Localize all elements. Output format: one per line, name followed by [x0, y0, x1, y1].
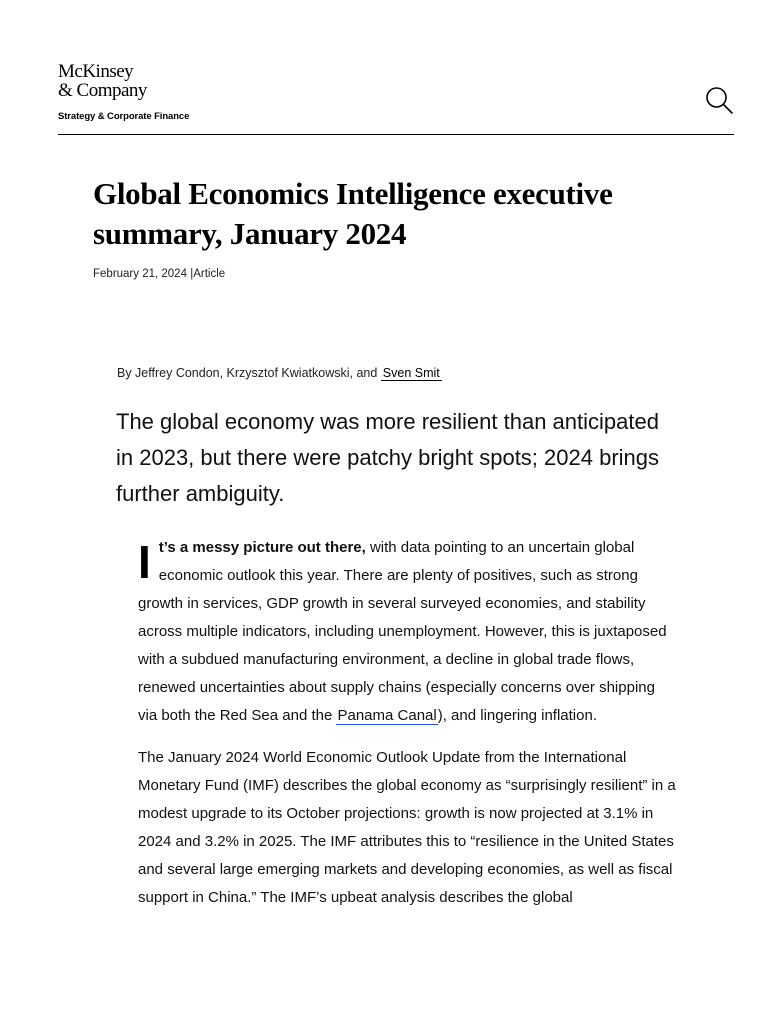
article-type: Article [193, 268, 226, 280]
paragraph-1-end: ), and lingering inflation. [437, 707, 597, 724]
lead-in: t’s a messy picture out there, [158, 539, 366, 556]
logo-line-1: McKinsey [58, 61, 134, 82]
meta-separator: | [190, 268, 194, 280]
author-link-sven-smit[interactable]: Sven Smit [382, 366, 440, 380]
article-title: Global Economics Intelligence executive summary, January 2024 [93, 176, 613, 251]
search-icon [704, 85, 734, 115]
section-link[interactable]: Strategy & Corporate Finance [58, 111, 190, 122]
mckinsey-logo[interactable] [58, 62, 147, 100]
panama-canal-link[interactable]: Panama Canal [337, 707, 437, 724]
article-meta [93, 268, 225, 280]
article-date: February 21, 2024 [93, 268, 187, 280]
article-body [138, 534, 678, 926]
byline-authors: By Jeffrey Condon, Krzysztof Kwiatkowski, and [117, 366, 378, 380]
site-header [58, 60, 734, 135]
article-deck: The global economy was more resilient than anticipated in 2023, but there were patchy bright spots; 2024 brings further ambiguity. [116, 409, 660, 506]
paragraph-1-text: with data pointing to an uncertain global economic outlook this year. There are plenty of positives, such as strong growth in services, GDP growth in several surveyed economies, and stability across multiple indicators, including unemployment. However, this is juxtaposed with a subdued manufacturing environment, a decline in global trade flows, renewed uncertainties about supply chains (especially concerns over shipping via both the Red Sea and the [138, 539, 667, 724]
search-button[interactable] [704, 85, 734, 115]
logo-line-2: & Company [58, 80, 147, 101]
paragraph-1 [138, 534, 678, 730]
paragraph-2: The January 2024 World Economic Outlook Update from the International Monetary Fund (IMF) describes the global economy as “surprisingly resilient” in a modest upgrade to its October projections: growth is now projected at 3.1% in 2024 and 3.2% in 2025. The IMF attributes this to “resilience in the United States and several large emerging markets and developing economies, as well as fiscal support in China.” The IMF’s upbeat analysis describes the global [138, 749, 676, 906]
byline [117, 366, 442, 380]
drop-cap: I [138, 536, 151, 588]
